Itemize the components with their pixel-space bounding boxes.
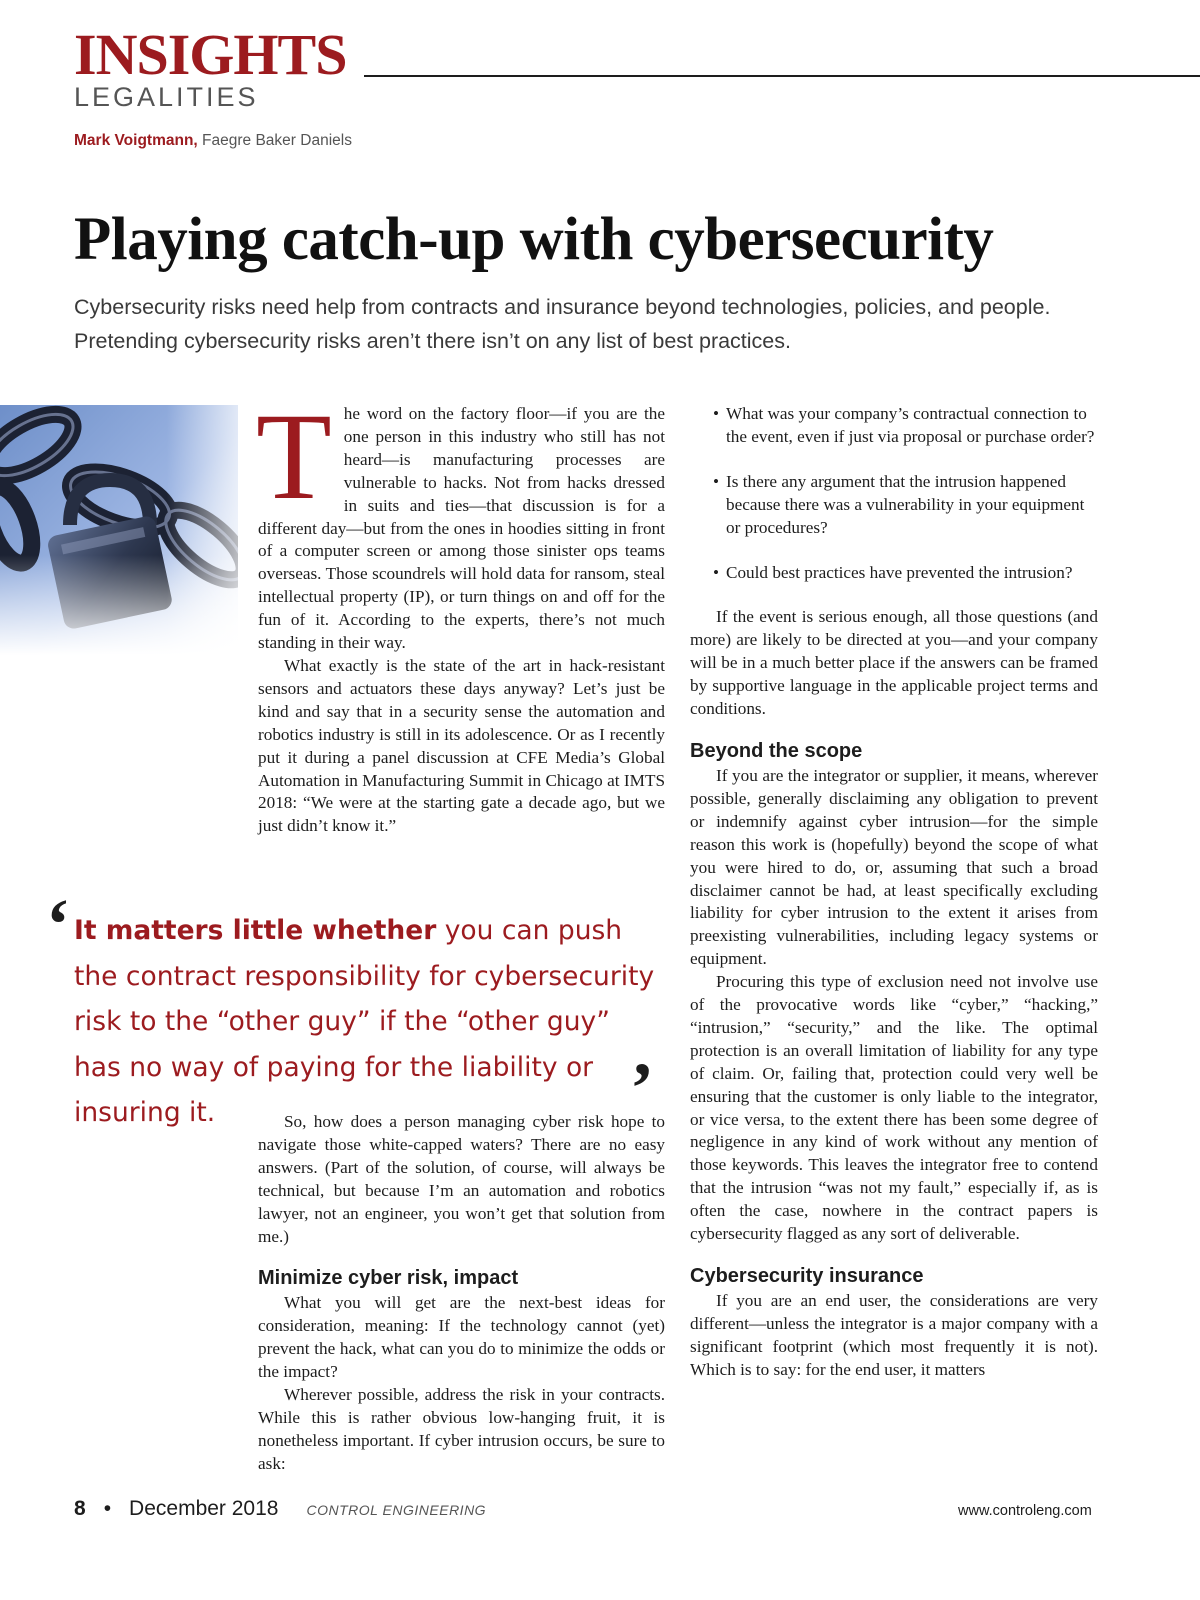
page-number: 8 xyxy=(74,1497,86,1520)
quote-open-mark: ‘ xyxy=(46,884,70,964)
subhead-beyond-scope: Beyond the scope xyxy=(690,739,863,762)
subhead-cyber-insurance: Cybersecurity insurance xyxy=(690,1265,924,1287)
deck: Cybersecurity risks need help from contracts and insurance beyond technologies, policies, and people. Pretending cybersecurity risks aren’t there isn’t on any list of best practices. xyxy=(74,295,1051,353)
paragraph-contracts: Wherever possible, address the risk in your contracts. While this is rather obvious low-hanging fruit, it is nonetheless important. If cyber intrusion occurs, be sure to ask: xyxy=(258,1385,665,1473)
chain-padlock-image xyxy=(0,405,238,655)
header-rule xyxy=(364,75,1200,77)
footer-url[interactable]: www.controleng.com xyxy=(958,1503,1092,1519)
question-list xyxy=(690,403,1098,584)
subhead-minimize-risk: Minimize cyber risk, impact xyxy=(258,1267,519,1290)
paragraph-state-of-art: What exactly is the state of the art in hack-resistant sensors and actuators these days anyway? Let’s just be kind and say that in a security sense the automation and robotics industry is still in its adolescence. Or as I recently put it during a panel discussion at CFE Media’s Global Automation in Manufacturing Summit in Chicago at IMTS 2018: “We were at the starting gate a decade ago, but we just didn’t know it.” xyxy=(258,655,665,836)
paragraph-exclusion: Procuring this type of exclusion need not involve use of the provocative words like “cyber,” “hacking,” “intrusion,” “security,” and the like. The optimal protection is an overall limitation of liability for any type of claim. Or, failing that, protection could very well be ensuring that the customer is only liable to the integrator, or vice versa, to the extent there has been some degree of negligence in any kind of work without any mention of those keywords. This leaves the integrator free to contend that the intrusion “was not my fault,” especially if, as is often the case, nowhere in the contract papers is cybersecurity flagged as any sort of deliverable. xyxy=(690,972,1098,1244)
issue-date: December 2018 xyxy=(129,1497,279,1520)
section-title: INSIGHTS xyxy=(74,22,347,87)
pull-quote-text: you can push the contract responsibility for cybersecurity risk to the “other guy” if the “other guy” has no way of paying for the liability or insuring it. xyxy=(74,915,655,1128)
bullet: • xyxy=(713,562,720,582)
list-item: • What was your company’s contractual connection to the event, even if just via proposal or purchase order? xyxy=(713,404,1095,446)
byline xyxy=(74,132,352,150)
intro-paragraph: he word on the factory floor—if you are the one person in this industry who still has not heard—is manufacturing processes are vulnerable to hacks. Not from hacks dressed in suits and ties—that discussion is for a different day—but from the ones in hoodies sitting in front of a computer screen or among those sinister ops teams overseas. Those scoundrels will hold data for ransom, steal intellectual property (IP), or turn things on and off for the fun of it. According to the experts, there’s not much standing in their way. xyxy=(258,404,665,653)
article-column-right xyxy=(690,403,1098,1382)
paragraph-next-best: What you will get are the next-best ideas for consideration, meaning: If the technology cannot (yet) prevent the hack, what can you do to minimize the odds or the impact? xyxy=(258,1293,665,1382)
article-column-middle-bottom xyxy=(258,1111,665,1476)
drop-cap: T xyxy=(256,388,332,525)
footer-folio xyxy=(74,1497,486,1521)
author-affiliation: Faegre Baker Daniels xyxy=(202,132,352,149)
pull-quote-lead: It matters little whether xyxy=(74,915,437,946)
list-item: • Is there any argument that the intrusion happened because there was a vulnerability in your equipment or procedures? xyxy=(713,471,1085,537)
list-item: • Could best practices have prevented the intrusion? xyxy=(690,562,1098,585)
footer-separator: • xyxy=(103,1497,112,1520)
bullet: • xyxy=(713,404,720,423)
paragraph-integrator: If you are the integrator or supplier, it means, wherever possible, generally disclaiming any obligation to prevent or indemnify against cyber intrusion—for the simple reason this work is (hopefully) beyond the scope of what you were hired to do, or, assuming that such a broad disclaimer cannot be had, at least specifically excluding liability for cyber intrusion to the extent it arises from preexisting vulnerabilities, including legacy systems or equipment. xyxy=(690,765,1098,969)
section-subtitle: LEGALITIES xyxy=(74,82,259,112)
paragraph-navigate: So, how does a person managing cyber risk hope to navigate those white-capped waters? There are no easy answers. (Part of the solution, of course, will always be technical, but because I’m an automation and robotics lawyer, not an engineer, you won’t get that solution from me.) xyxy=(258,1112,665,1246)
magazine-name: CONTROL ENGINEERING xyxy=(306,1502,487,1518)
article-column-middle-top xyxy=(256,388,665,838)
author-name: Mark Voigtmann, xyxy=(74,132,198,149)
quote-close-mark: ’ xyxy=(630,1048,654,1128)
bullet: • xyxy=(713,471,720,491)
pull-quote xyxy=(74,908,664,1136)
paragraph-end-user: If you are an end user, the considerations are very different—unless the integrator is a major company with a significant footprint (which most frequently it is not). Which is to say: for the end user, it matters xyxy=(690,1291,1098,1379)
headline: Playing catch-up with cybersecurity xyxy=(74,206,994,273)
paragraph-serious-event: If the event is serious enough, all those questions (and more) are likely to be directed at you—and your company will be in a much better place if the answers can be framed by supportive language in the applicable project terms and conditions. xyxy=(690,607,1098,719)
